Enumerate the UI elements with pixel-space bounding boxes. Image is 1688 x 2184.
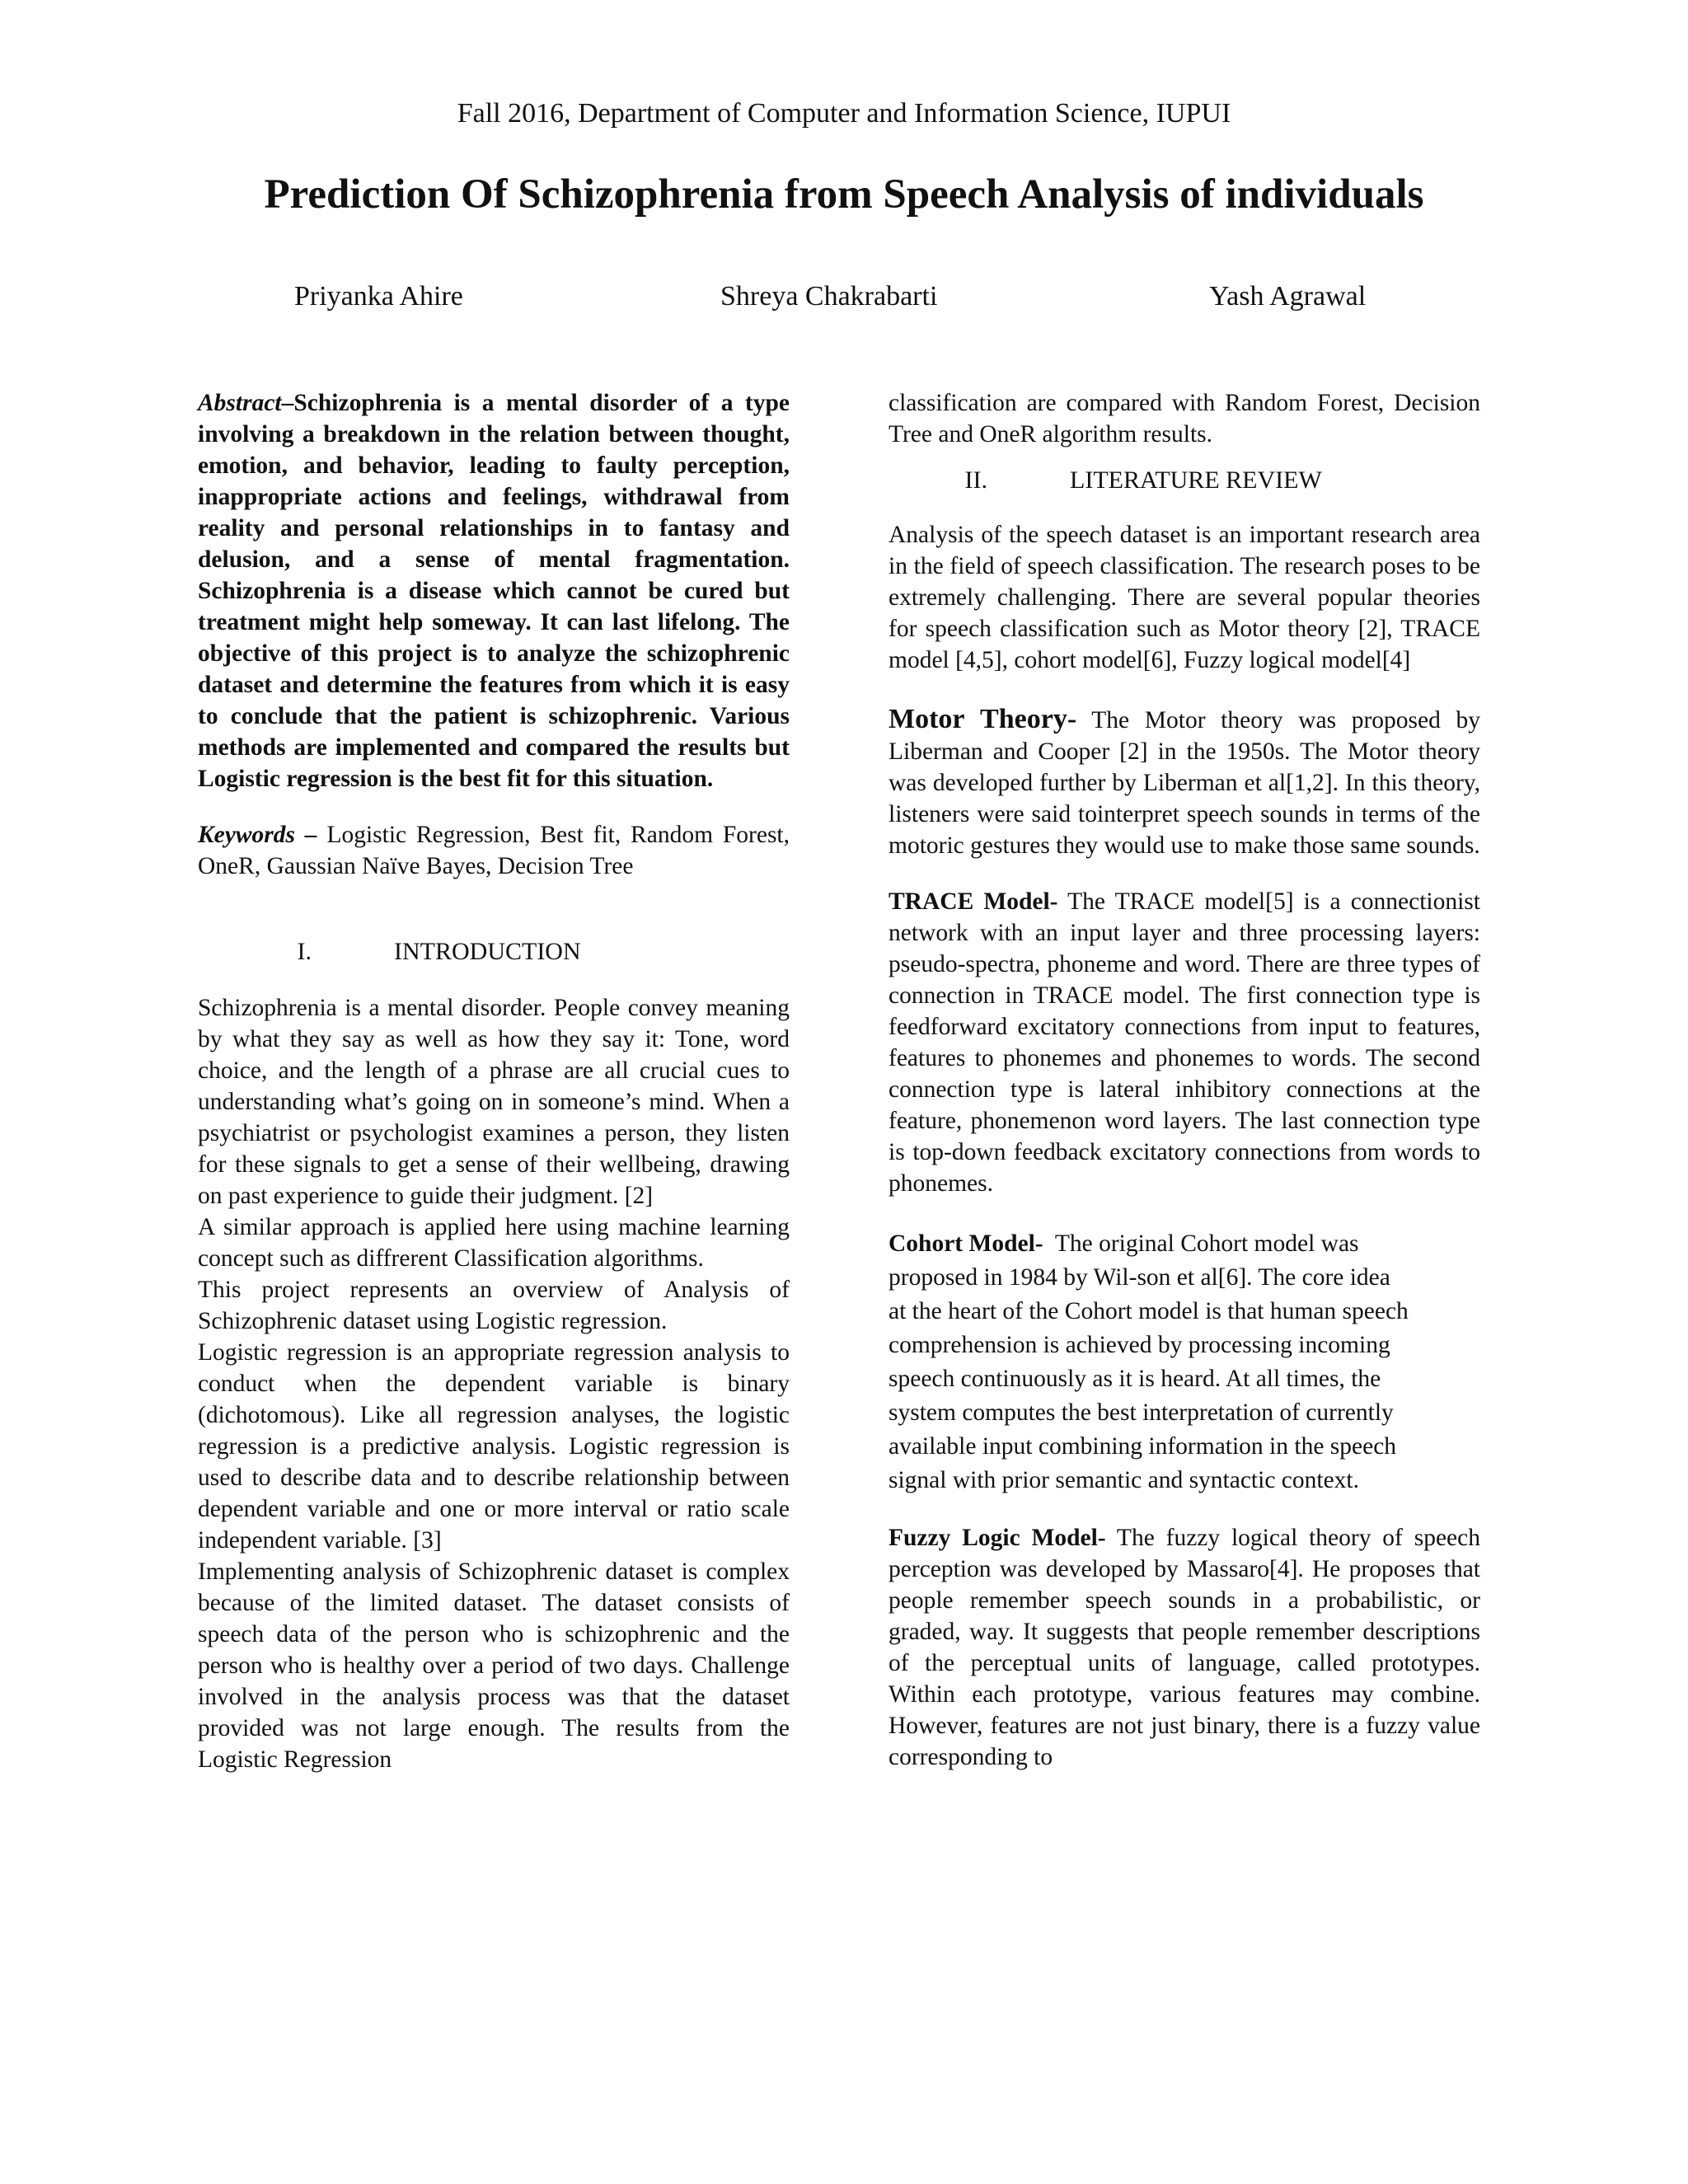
cohort-model-term: Cohort Model- [889, 1230, 1043, 1257]
abstract-text: –Schizophrenia is a mental disorder of a type involving a breakdown in the relation between thought, emotion, and behavior, leading to faulty perception, inappropriate actions and feelings, withdrawal from reality and personal relationships in to fantasy and delusion, and a sense of mental fragmentation. Schizophrenia is a disease which cannot be cured but treatment might help someway. It can last lifelong. The objective of this project is to analyze the schizophrenic dataset and determine the features from which it is easy to conclude that the patient is schizophrenic. Various methods are implemented and compared the results but Logistic regression is the best fit for this situation. [198, 390, 790, 792]
trace-model-paragraph [889, 886, 1480, 1199]
cohort-line: The original Cohort model was [1043, 1230, 1359, 1257]
cohort-line: available input combining information in the speech [889, 1433, 1397, 1460]
paragraph: A similar approach is applied here using machine learning concept such as diffrerent Classification algorithms. [198, 1214, 790, 1272]
cohort-line: system computes the best interpretation of currently [889, 1399, 1394, 1426]
paragraph: Schizophrenia is a mental disorder. People convey meaning by what they say as well as how they say it: Tone, word choice, and the length of a phrase are all crucial cues to understanding what’s going on in someone’s mind. When a psychiatrist or psychologist examines a person, they listen for these signals to get a sense of their wellbeing, drawing on past experience to guide their judgment. [2] [198, 995, 790, 1209]
section-heading-introduction [198, 936, 790, 968]
paragraph: Implementing analysis of Schizophrenic dataset is complex because of the limited dataset. The dataset consists of speech data of the person who is schizophrenic and the person who is healthy over a period of two days. Challenge involved in the analysis process was that the dataset provided was not large enough. The results from the Logistic Regression [198, 1558, 790, 1773]
paragraph: Logistic regression is an appropriate regression analysis to conduct when the dependent variable is binary (dichotomous). Like all regression analyses, the logistic regression is a predictive analysis. Logistic regression is used to describe data and to describe relationship between dependent variable and one or more interval or ratio scale independent variable. [3] [198, 1339, 790, 1554]
trace-model-text: The TRACE model[5] is a connectionist network with an input layer and three processing layers: pseudo-spectra, phoneme and word. There are three types of connection in TRACE model. The first connection type is feedforward excitatory connections from input to features, features to phonemes and phonemes to words. The second connection type is lateral inhibitory connections at the feature, phonemenon word layers. The last connection type is top-down feedback excitatory connections from words to phonemes. [889, 888, 1480, 1197]
fuzzy-logic-text: The fuzzy logical theory of speech perception was developed by Massaro[4]. He proposes that people remember speech sounds in a probabilistic, or graded, way. It suggests that people remember descriptions of the perceptual units of language, called prototypes. Within each prototype, various features may combine. However, features are not just binary, there is a fuzzy value corresponding to [889, 1525, 1480, 1770]
keywords-label: Keywords – [198, 822, 317, 848]
venue-header: Fall 2016, Department of Computer and Information Science, IUPUI [457, 98, 1231, 129]
fuzzy-logic-paragraph [889, 1522, 1480, 1773]
section-title: LITERATURE REVIEW [1070, 466, 1322, 494]
motor-theory-text: The Motor theory was proposed by Liberman and Cooper [2] in the 1950s. The Motor theory was developed further by Liberman et al[1,2]. In this theory, listeners were said tointerpret speech sounds in terms of the motoric gestures they would use to make those same sounds. [889, 707, 1480, 859]
trace-model-term: TRACE Model- [889, 888, 1058, 915]
author-2: Shreya Chakrabarti [720, 281, 938, 312]
right-column [889, 387, 1480, 1773]
motor-theory-term: Motor Theory- [889, 704, 1077, 734]
cohort-line: speech continuously as it is heard. At all times, the [889, 1366, 1381, 1392]
fuzzy-logic-term: Fuzzy Logic Model- [889, 1525, 1106, 1551]
section-heading-literature-review [889, 465, 1480, 496]
cohort-line: at the heart of the Cohort model is that human speech [889, 1298, 1409, 1324]
cohort-line: proposed in 1984 by Wil-son et al[6]. The core idea [889, 1264, 1390, 1291]
cohort-model-paragraph [889, 1227, 1480, 1497]
cohort-line: comprehension is achieved by processing incoming [889, 1332, 1390, 1358]
keywords-text: Logistic Regression, Best fit, Random Forest, OneR, Gaussian Naïve Bayes, Decision Tree [198, 822, 790, 879]
paragraph-continued: classification are compared with Random Forest, Decision Tree and OneR algorithm results. [889, 390, 1480, 448]
abstract-label: Abstract [198, 390, 282, 416]
cohort-line: signal with prior semantic and syntactic context. [889, 1467, 1360, 1493]
literature-intro: Analysis of the speech dataset is an important research area in the field of speech classification. The research poses to be extremely challenging. There are several popular theories for speech classification such as Motor theory [2], TRACE model [4,5], cohort model[6], Fuzzy logical model[4] [889, 522, 1480, 673]
paragraph: This project represents an overview of Analysis of Schizophrenic dataset using Logistic regression. [198, 1277, 790, 1334]
keywords [198, 819, 790, 882]
section-number: II. [964, 466, 987, 494]
paper-title: Prediction Of Schizophrenia from Speech Analysis of individuals [264, 171, 1424, 218]
section-title: INTRODUCTION [394, 938, 581, 965]
left-column [198, 387, 790, 1775]
author-1: Priyanka Ahire [294, 281, 463, 312]
author-3: Yash Agrawal [1209, 281, 1367, 312]
section-number: I. [297, 938, 312, 965]
abstract [198, 387, 790, 794]
motor-theory-paragraph [889, 704, 1480, 861]
